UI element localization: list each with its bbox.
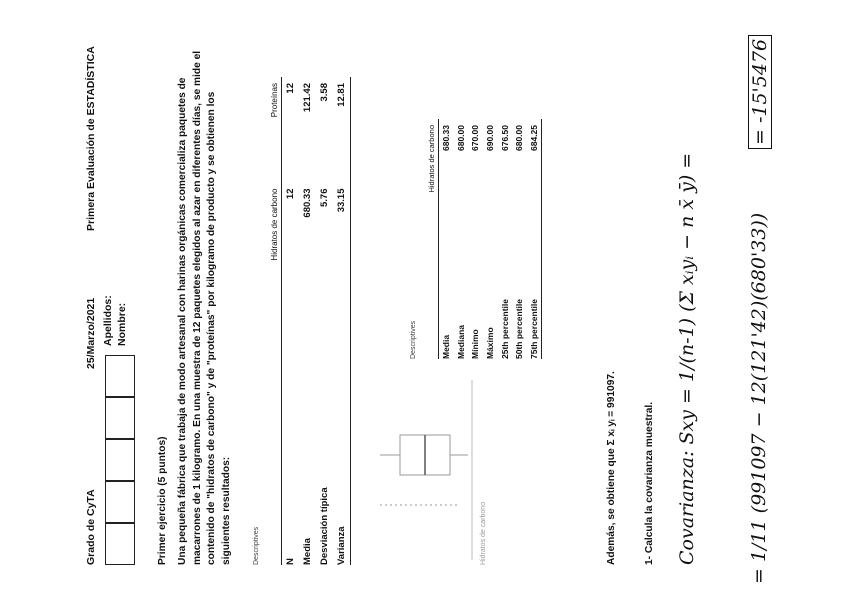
table-row — [497, 119, 512, 359]
cell: 680.00 — [455, 125, 466, 151]
id-box-5 — [105, 355, 135, 397]
cell: 12.81 — [333, 77, 351, 183]
exercise-statement: Una pequeña fábrica que trabaja de modo artesanal con harinas orgánicas comercializa paquetes de macarrones de 1 kilogramo. En una muestra de 12 paquetes elegidos al azar en diferentes días, se mide el contenido de "hidratos de carbono" y de "proteínas" por kilogramo de producto y se obtienen los siguientes resultados: — [177, 50, 232, 565]
exercise-heading: Primer ejercicio (5 puntos) — [157, 436, 168, 565]
descriptives-caption: Descriptives — [253, 526, 260, 565]
row-label: Mediana — [455, 324, 466, 359]
table-row — [439, 119, 454, 359]
table-row — [483, 119, 498, 359]
row-label: 25th percentile — [499, 299, 510, 359]
descriptives-2-caption: Descriptives — [410, 320, 417, 359]
descriptives-table-2 — [425, 119, 542, 359]
col-header: Hidratos de carbono — [425, 119, 439, 250]
cell: 680.00 — [514, 125, 525, 151]
exam-date: 25/Marzo/2021 — [85, 297, 97, 369]
cell: 12 — [285, 188, 296, 200]
boxplot-caption: Hidratos de carbono — [480, 501, 487, 565]
row-label: N — [285, 558, 296, 565]
row-label: Desviación típica — [319, 487, 330, 565]
table-row — [299, 77, 316, 565]
cell: 690.00 — [485, 125, 496, 151]
handwritten-line-1: Covarianza: Sxy = 1/(n-1) (Σ xᵢyᵢ − n x̄ ȳ) = — [676, 152, 698, 565]
cell: 33.15 — [333, 183, 351, 375]
nombre-label: Nombre: — [116, 302, 128, 346]
course-label: Grado de CyTA — [85, 489, 97, 565]
id-box-1 — [105, 523, 135, 565]
sum-note: Además, se obtiene que Σ xᵢ yᵢ = 991097. — [606, 371, 617, 565]
row-label: Mínimo — [470, 329, 481, 359]
col-header: Proteínas — [268, 77, 282, 183]
boxplot — [360, 375, 480, 565]
col-empty — [268, 374, 282, 565]
cell: 680.33 — [302, 188, 313, 218]
table-row — [512, 119, 527, 359]
col-header: Hidratos de carbono — [268, 183, 282, 375]
cell: 121.42 — [302, 83, 313, 113]
cell: 680.33 — [441, 125, 452, 151]
table-row — [316, 77, 333, 565]
cell: 670.00 — [470, 125, 481, 151]
id-box-4 — [105, 397, 135, 439]
row-label: 50th percentile — [514, 299, 525, 359]
id-box-2 — [105, 481, 135, 523]
cell: 12 — [285, 83, 296, 94]
id-box-3 — [105, 439, 135, 481]
row-label: Media — [302, 538, 313, 565]
handwritten-result: = -15'5476 — [748, 35, 772, 149]
table-row — [454, 119, 469, 359]
table-row — [333, 77, 351, 565]
table-row — [282, 77, 300, 565]
question-1: 1- Calcula la covarianza muestral. — [644, 401, 655, 565]
apellidos-label: Apellidos: — [102, 295, 114, 346]
row-label: Media — [441, 334, 452, 359]
exam-title: Primera Evaluación de ESTADÍSTICA — [85, 46, 97, 231]
cell: 684.25 — [527, 119, 542, 250]
cell: 3.58 — [319, 83, 330, 102]
row-label: Varianza — [333, 374, 351, 565]
table-row — [527, 119, 542, 359]
row-label: Máximo — [485, 327, 496, 359]
handwritten-line-2: = 1/11 (991097 − 12(121'42)(680'33)) — [748, 212, 770, 584]
col-empty — [425, 250, 439, 359]
cell: 5.76 — [319, 188, 330, 208]
descriptives-table — [268, 77, 351, 565]
table-row — [468, 119, 483, 359]
row-label: 75th percentile — [527, 250, 542, 359]
cell: 676.50 — [499, 125, 510, 151]
